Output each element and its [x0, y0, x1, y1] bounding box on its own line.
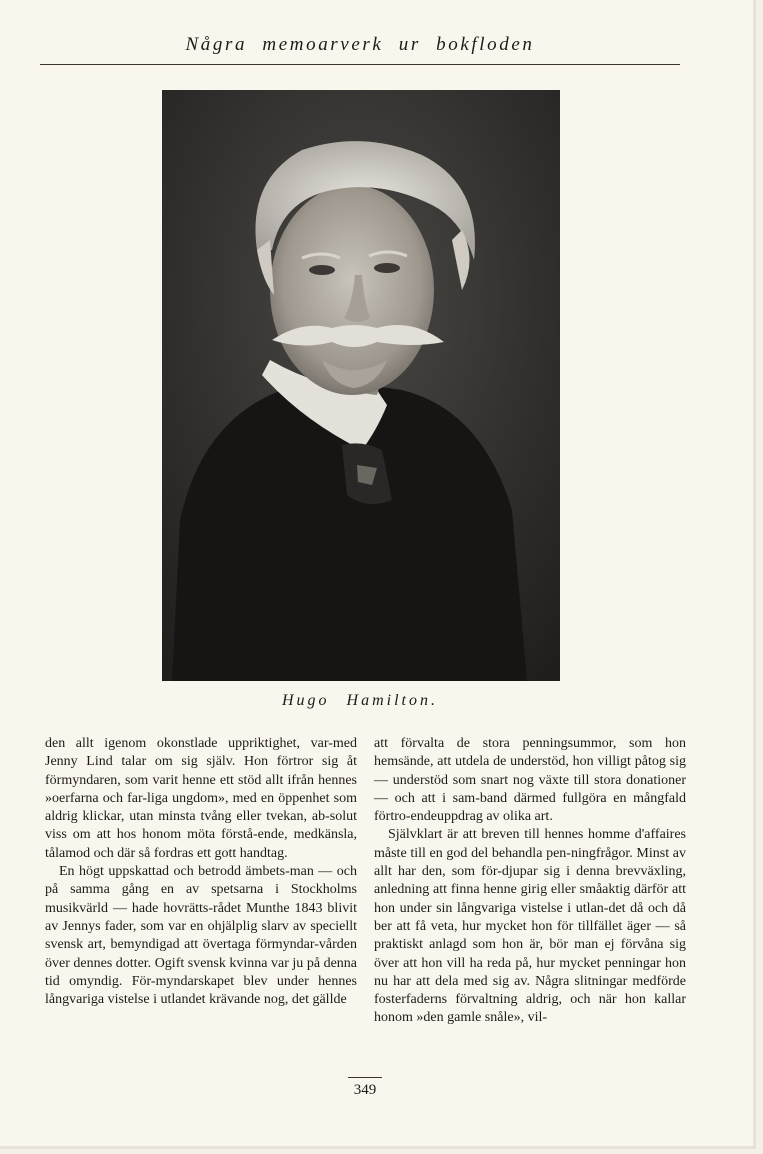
- paragraph: Självklart är att breven till hennes homme d'affaires måste till en god del behandla pen-ningfrågor. Minst av allt har den, som för-djupar sig i denna brevväxling, anledning att finna henne girig eller småaktig därför att hon under sin långvariga vistelse i utlan-det då och då ber att få veta, hur mycket hon för tillfället äger — så praktiskt anlagd som hon är, bör man ej förvåna sig över att hon vill ha reda på, hur mycket penningar hon nu har att dela med sig av. Några slitningar medförde fosterfaderns förvaltning aldrig, och när hon kallar honom »den gamle snåle», vil-: [374, 827, 686, 1026]
- paragraph: att förvalta de stora penningsummor, som hon hemsände, att utdela de understöd, hon villigt påtog sig — understöd som snart nog växte till stora donationer — och att i sam-band därmed fullgöra en mångfald förtro-endeuppdrag av olika art.: [374, 736, 686, 825]
- text-column-right: [374, 735, 686, 1028]
- portrait-caption: Hugo Hamilton.: [282, 692, 438, 709]
- page-number-rule: [348, 1077, 382, 1078]
- header-rule: [40, 64, 680, 65]
- portrait-photo: [162, 90, 560, 681]
- paragraph: den allt igenom okonstlade uppriktighet, var-med Jenny Lind talar om sig själv. Hon förtror sig åt förmyndaren, som varit henne ett stöd allt ifrån hennes »oerfarna och far-liga ungdom», med en öppenhet som aldrig klickar, utan minsta tvång eller tvekan, ab-solut viss om att hos honom möta förstå-ende, medkänsla, tålamod och där så fordras ett gott handtag.: [45, 736, 357, 861]
- text-column-left: [45, 735, 357, 1009]
- running-head: Några memoarverk ur bokfloden: [185, 34, 535, 55]
- paragraph: En högt uppskattad och betrodd ämbets-man — och på samma gång en av spetsarna i Stockholms musikvärld — hade hovrätts-rådet Munthe 1843 blivit av Jennys fader, som var en ohjälplig slarv av speciellt svensk art, bemyndigad att övertaga förmyndar-vården över dennes dotter. Ogift svensk kvinna var ju på denna tid omyndig. För-myndarskapet blev under hennes långvariga vistelse i utlandet krävande nog, det gällde: [45, 864, 357, 1008]
- page-number: 349: [353, 1082, 377, 1098]
